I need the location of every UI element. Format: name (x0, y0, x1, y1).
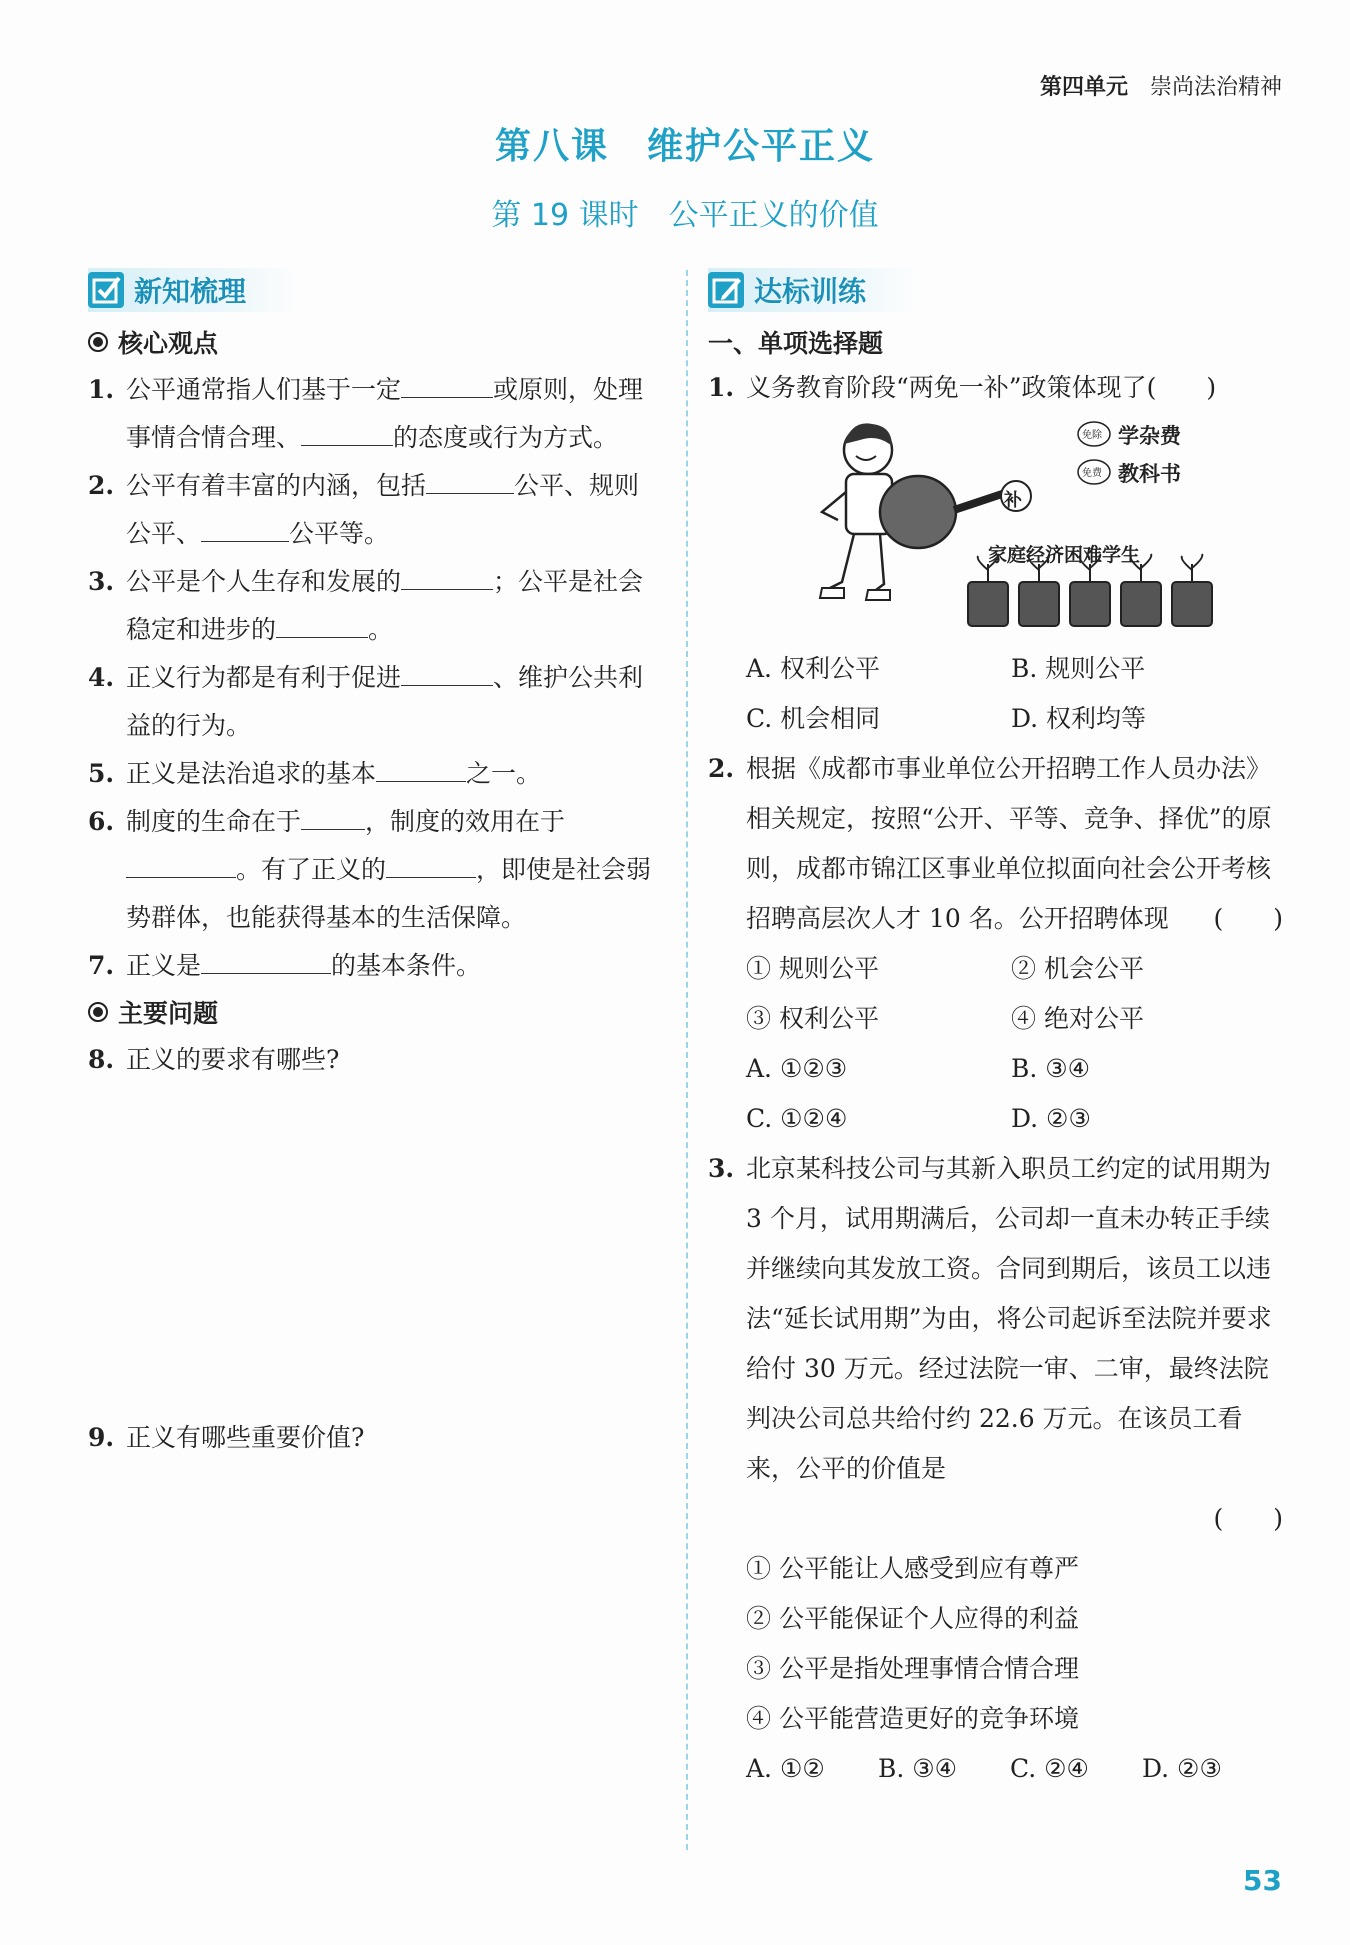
option-b[interactable]: B. 规则公平 (1011, 654, 1146, 683)
policy-illustration (808, 412, 1283, 644)
q3-statement-4 (708, 1694, 1283, 1744)
core-heading (88, 324, 658, 360)
pencil-icon (708, 272, 744, 308)
item-text: 或原则，处理事情合情合理、 (126, 375, 644, 452)
item-text: 公平等。 (289, 519, 390, 548)
answer-blank[interactable] (201, 511, 289, 542)
option-c[interactable]: C. ①②④ (746, 1104, 848, 1133)
question-text: 正义的要求有哪些? (126, 1045, 340, 1074)
statement-1: ① 规则公平 (746, 954, 879, 983)
fill-item-4 (88, 654, 658, 750)
bucket-label: 补 (1004, 490, 1022, 511)
q2-statements-row2 (708, 994, 1283, 1044)
item-number: 9. (88, 1423, 115, 1452)
question-text: 正义有哪些重要价值? (126, 1423, 365, 1452)
badge-2: 免费 (1082, 468, 1102, 479)
item-text: 之一。 (466, 759, 542, 788)
fill-item-3 (88, 558, 658, 654)
answer-blank[interactable] (301, 415, 393, 446)
item-text: 制度的生命在于 (126, 807, 302, 836)
q3-options (708, 1744, 1283, 1794)
item-number: 7. (88, 951, 115, 980)
item-text: 公平是个人生存和发展的 (126, 567, 402, 596)
running-header (1040, 70, 1282, 101)
item-number: 3. (88, 567, 115, 596)
statement-4: ④ 公平能营造更好的竞争环境 (746, 1704, 1079, 1733)
answer-space-8[interactable] (88, 1084, 658, 1414)
option-d[interactable]: D. ②③ (1011, 1104, 1091, 1133)
q2-statements-row1 (708, 944, 1283, 994)
item-text: 的态度或行为方式。 (393, 423, 619, 452)
item-number: 4. (88, 663, 115, 692)
fill-item-7 (88, 942, 658, 990)
question-text: 北京某科技公司与其新入职员工约定的试用期为 3 个月，试用期满后，公司却一直未办转正手续并继续向其发放工资。合同到期后，该员工以违法“延长试用期”为由，将公司起诉至法院并要求给付 30 万元。经过法院一审、二审，最终法院判决公司总共给付约 22.6 万元。在该员工看来，公平的价值是 (746, 1154, 1272, 1483)
fill-item-6 (88, 798, 658, 942)
item-number: 1. (708, 373, 735, 402)
main-heading-text: 主要问题 (118, 999, 219, 1028)
fill-item-1 (88, 366, 658, 462)
answer-blank[interactable] (301, 799, 365, 830)
answer-blank[interactable] (276, 607, 368, 638)
checkbox-icon (88, 272, 124, 308)
item-text: 、维护公共利益的行为。 (126, 663, 644, 740)
answer-blank[interactable] (376, 751, 466, 782)
q3-statement-3 (708, 1644, 1283, 1694)
item-number: 8. (88, 1045, 115, 1074)
answer-blank[interactable] (126, 847, 236, 878)
right-column (708, 268, 1283, 1794)
question-2 (708, 744, 1283, 944)
option-d[interactable]: D. ②③ (1142, 1754, 1222, 1783)
item-text: 公平通常指人们基于一定 (126, 375, 402, 404)
option-c[interactable]: C. 机会相同 (746, 704, 881, 733)
q3-statement-2 (708, 1594, 1283, 1644)
main-heading (88, 994, 658, 1030)
bullet-icon (88, 332, 108, 352)
question-text: 根据《成都市事业单位公开招聘工作人员办法》相关规定，按照“公开、平等、竞争、择优”的原则，成都市锦江区事业单位拟面向社会公开考核招聘高层次人才 10 名。公开招聘体现 (746, 754, 1272, 933)
item-number: 6. (88, 807, 115, 836)
section-title: 新知梳理 (134, 275, 247, 308)
item-text: ，制度的效用在于 (365, 807, 566, 836)
answer-blank[interactable] (401, 367, 493, 398)
question-text: 义务教育阶段“两免一补”政策体现了( ) (746, 373, 1217, 402)
answer-space-9[interactable] (88, 1462, 658, 1792)
period-title: 第 19 课时 公平正义的价值 (491, 198, 879, 233)
item-text: 。有了正义的 (236, 855, 387, 884)
item-text: 公平有着丰富的内涵，包括 (126, 471, 427, 500)
option-a[interactable]: A. 权利公平 (746, 654, 880, 683)
option-a[interactable]: A. ①② (746, 1754, 825, 1783)
q2-options-row2 (708, 1094, 1283, 1144)
answer-blank[interactable] (401, 559, 493, 590)
fill-item-2 (88, 462, 658, 558)
item-number: 5. (88, 759, 115, 788)
option-b[interactable]: B. ③④ (1011, 1054, 1091, 1083)
option-d[interactable]: D. 权利均等 (1011, 704, 1147, 733)
answer-paren[interactable]: ( ) (1213, 904, 1283, 933)
item-text: 。 (368, 615, 394, 644)
item-text: ；公平是社会稳定和进步的 (126, 567, 644, 644)
statement-4: ④ 绝对公平 (1011, 1004, 1144, 1033)
option-a[interactable]: A. ①②③ (746, 1054, 848, 1083)
item-text: 公平、规则公平、 (126, 471, 640, 548)
q1-options-row2 (708, 694, 1283, 744)
item-number: 3. (708, 1154, 735, 1183)
statement-3: ③ 权利公平 (746, 1004, 879, 1033)
answer-blank[interactable] (401, 655, 493, 686)
q2-options-row1 (708, 1044, 1283, 1094)
fill-item-5 (88, 750, 658, 798)
left-column (88, 268, 658, 1792)
question-8 (88, 1036, 658, 1084)
answer-blank[interactable] (426, 463, 514, 494)
figure-caption: 家庭经济困难学生 (988, 544, 1141, 566)
answer-blank[interactable] (201, 943, 331, 974)
page-number: 53 (1243, 1864, 1282, 1897)
option-c[interactable]: C. ②④ (1010, 1754, 1089, 1783)
answer-blank[interactable] (386, 847, 476, 878)
question-1 (708, 364, 1283, 412)
section-header-practice (708, 268, 918, 312)
item-number: 2. (708, 754, 735, 783)
item-text: 正义是 (126, 951, 202, 980)
option-b[interactable]: B. ③④ (878, 1754, 958, 1783)
question-3 (708, 1144, 1283, 1544)
item-text: ，即使是社会弱势群体，也能获得基本的生活保障。 (126, 855, 652, 932)
item-text: 的基本条件。 (331, 951, 482, 980)
item-number: 1. (88, 375, 115, 404)
statement-1: ① 公平能让人感受到应有尊严 (746, 1554, 1079, 1583)
bullet-icon (88, 1002, 108, 1022)
question-9 (88, 1414, 658, 1462)
part-heading: 一、单项选择题 (708, 329, 884, 358)
q1-options-row1 (708, 644, 1283, 694)
statement-2: ② 公平能保证个人应得的利益 (746, 1604, 1079, 1633)
core-heading-text: 核心观点 (118, 329, 219, 358)
badge-1: 免除 (1082, 430, 1102, 441)
column-divider (686, 270, 688, 1850)
figure-label-1: 学杂费 (1118, 423, 1181, 448)
answer-paren[interactable]: ( ) (1213, 1504, 1283, 1533)
q3-statement-1 (708, 1544, 1283, 1594)
statement-3: ③ 公平是指处理事情合情合理 (746, 1654, 1079, 1683)
figure-label-2: 教科书 (1118, 461, 1181, 486)
section-header-new-knowledge (88, 268, 298, 312)
item-text: 正义行为都是有利于促进 (126, 663, 402, 692)
unit-theme: 崇尚法治精神 (1149, 75, 1282, 100)
item-number: 2. (88, 471, 115, 500)
unit-label: 第四单元 (1039, 75, 1128, 100)
section-title: 达标训练 (754, 275, 867, 308)
statement-2: ② 机会公平 (1011, 954, 1144, 983)
lesson-title: 第八课 维护公平正义 (494, 126, 875, 167)
item-text: 正义是法治追求的基本 (126, 759, 377, 788)
